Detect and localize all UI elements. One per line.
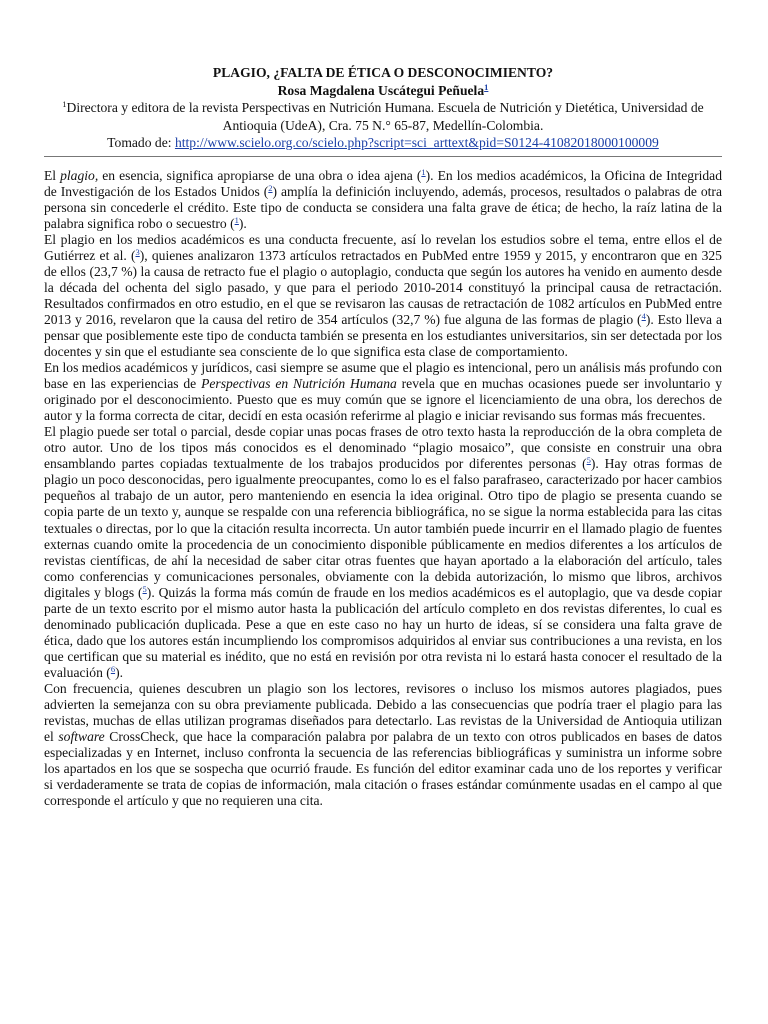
- source-link[interactable]: http://www.scielo.org.co/scielo.php?script=sci_arttext&pid=S0124-41082018000100009: [174, 135, 659, 150]
- article-title: PLAGIO, ¿FALTA DE ÉTICA O DESCONOCIMIENTO?: [212, 65, 554, 80]
- reference-link[interactable]: 5: [586, 455, 591, 466]
- text-run: CrossCheck, que hace la comparación palabra por palabra de un texto con otros publicados en bases de datos especializadas y en Internet, incluso confronta la secuencia de las referencias bibliográficas y suministra un informe sobre los apartados en los que se sospecha que ocurrió fraude. Es función del editor examinar cada uno de los reportes y verificar si verdaderamente se trata de copias de información, mala citación o frases estándar comúnmente usadas en el campo al que corresponde el artículo y que no requieren una cita.: [44, 729, 722, 809]
- text-run: El: [44, 167, 61, 183]
- affiliation: [44, 99, 722, 134]
- source-line: [44, 134, 722, 152]
- reference-link[interactable]: 2: [268, 182, 273, 193]
- body-paragraph: [44, 424, 722, 681]
- text-run: en esencia, significa apropiarse de una obra o idea ajena (: [98, 167, 422, 183]
- affiliation-marker: 1: [62, 99, 67, 109]
- reference-link[interactable]: 4: [641, 310, 646, 321]
- text-run: El plagio en los medios académicos es una conducta frecuente, así lo revelan los estudios sobre el tema, entre ellos el de Gutiérrez et al. (: [44, 231, 722, 263]
- text-run: ), quienes analizaron 1373 artículos retractados en PubMed entre 1959 y 2015, y encontraron que en 325 de ellos (23,7 %) la causa de retracto fue el plagio o autoplagio, conducta que según los autores ha venido en aumento desde la década del ochenta del siglo pasado, y que para el periodo 2010-2014 constituyó la principal causa de retractación. Resultados confirmados en otro estudio, en el que se revisaron las causas de retractación de 1082 artículos en PubMed entre 2013 y 2016, revelaron que la causa del retiro de 354 artículos (32,7 %) fue alguna de las formas de plagio (: [44, 247, 722, 327]
- article-body: [44, 168, 722, 810]
- article-header: [44, 64, 722, 152]
- body-paragraph: [44, 232, 722, 360]
- body-paragraph: [44, 681, 722, 809]
- text-run: ). Hay otras formas de plagio un poco desconocidas, pero igualmente preocupantes, como lo es el falso parafraseo, caracterizado por hacer cambios pequeños al trabajo de un autor, pero manteniendo en esencia la idea original. Otro tipo de plagio se presenta cuando se copia parte de un texto y, aunque se respalde con una referencia bibliográfica, no se sigue la norma establecida para las citas textuales o directas, por lo que la citación resulta incorrecta. Un autor también puede incurrir en el llamado plagio de fuentes externas cuando omite la procedencia de un conocimiento disponible públicamente en medios diferentes a los artículos de revistas científicas, de ahí la necesidad de saber citar otras fuentes que hayan aportado a la elaboración del artículo, tales como conferencias y comunicaciones personales, obviamente con la debida autorización, lo mismo que libros, archivos digitales y blogs (: [44, 456, 722, 600]
- author-name: Rosa Magdalena Uscátegui Peñuela: [277, 82, 485, 98]
- text-run: revela que en muchas ocasiones puede ser involuntario y originado por el desconocimiento. Puesto que es muy común que se ignore el licenciamiento de una obra, los derechos de autor y la forma correcta de citar, decidí en esta ocasión referirme al plagio e iniciar revisando sus formas más frecuentes.: [44, 376, 722, 424]
- text-run: ). En los medios académicos, la Oficina de Integridad de Investigación de los Estados Unidos (: [44, 167, 723, 199]
- reference-link[interactable]: 6: [110, 663, 116, 674]
- italic-text: software: [58, 729, 105, 745]
- body-paragraph: [44, 360, 722, 424]
- text-run: ).: [115, 664, 123, 680]
- italic-text: plagio,: [60, 167, 99, 183]
- source-label: Tomado de:: [107, 135, 172, 150]
- reference-link[interactable]: 1: [421, 166, 426, 177]
- reference-link[interactable]: 5: [142, 583, 147, 594]
- author-footnote-link[interactable]: 1: [484, 81, 489, 92]
- reference-link[interactable]: 1: [234, 214, 239, 225]
- text-run: ). Esto lleva a pensar que posiblemente este tipo de conducta también se presenta en los estudiantes universitarios, sin ser detectada por los docentes y sin que el estudiante sea consciente de lo que significa esta clase de comportamiento.: [44, 311, 722, 360]
- affiliation-text: Directora y editora de la revista Perspectivas en Nutrición Humana. Escuela de Nutrición y Dietética, Universidad de Antioquia (UdeA), Cra. 75 N.° 65-87, Medellín-Colombia.: [66, 100, 704, 133]
- text-run: El plagio puede ser total o parcial, desde copiar unas pocas frases de otro texto hasta la reproducción de la obra completa de otro autor. Uno de los tipos más conocidos es el denominado “plagio mosaico”, que consiste en construir una obra ensamblando partes copiadas textualmente de los trabajos producidos por diferentes personas (: [44, 424, 722, 472]
- text-run: ) amplía la definición incluyendo, además, procesos, resultados o palabras de otra persona sin concederle el crédito. Este tipo de conducta se considera una falta grave de ética; de hecho, la raíz latina de la palabra significa robo o secuestro (: [44, 183, 722, 231]
- text-run: ).: [238, 215, 247, 231]
- text-run: Con frecuencia, quienes descubren un plagio son los lectores, revisores o incluso los mismos autores plagiados, pues advierten la semejanza con su obra previamente publicada. Debido a las consecuencias que podría traer el plagio para las revistas, muchas de ellas utilizan programas diseñados para detectarlo. Las revistas de la Universidad de Antioquia utilizan el: [44, 681, 722, 745]
- italic-text: Perspectivas en Nutrición Humana: [201, 376, 397, 392]
- header-divider: [44, 156, 722, 157]
- author-line: [44, 82, 722, 100]
- text-run: ). Quizás la forma más común de fraude en los medios académicos es el autoplagio, que va desde copiar parte de un texto escrito por el mismo autor hasta la publicación del artículo completo en dos revistas diferentes, lo cual es denominado publicación duplicada. Pese a que en este caso no hay un hurto de ideas, sí se considera una falta grave de ética, dado que los autores están incumpliendo los compromisos adquiridos al enviar sus contribuciones a una revista, en los que certifican que su material es inédito, que no está en revisión por otra revista ni lo estará hasta conocer el resultado de la evaluación (: [44, 584, 722, 680]
- text-run: En los medios académicos y jurídicos, casi siempre se asume que el plagio es intencional, pero un análisis más profundo con base en las experiencias de: [44, 360, 723, 392]
- body-paragraph: [44, 168, 722, 232]
- reference-link[interactable]: 3: [135, 246, 140, 257]
